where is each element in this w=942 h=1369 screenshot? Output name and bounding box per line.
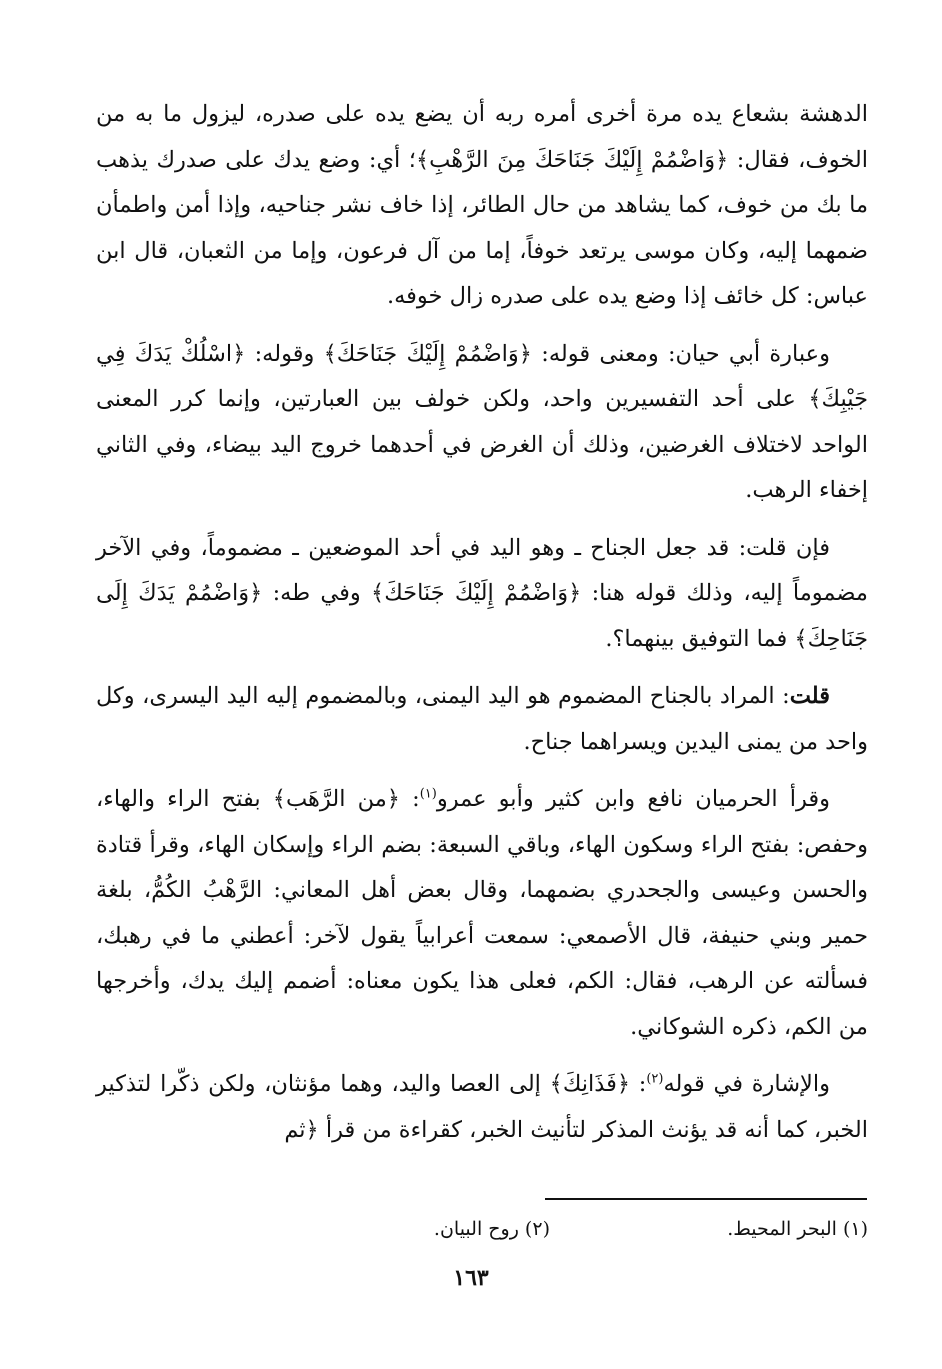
text-run: على أحد التفسيرين واحد، ولكن خولف بين العبارتين، وإنما كرر المعنى الواحد لاختلاف الغرضين، وذلك أن الغرض في أحدهما خروج اليد بيضاء، وفي الثاني إخفاء الرهب. [96,386,868,503]
paragraph [96,92,868,320]
text-run: ؛ أي: وضع يدك على صدرك يذهب ما بك من خوف، كما يشاهد من حال الطائر، إذا خاف نشر جناحيه، وإذا أمن واطمأن ضمهما إليه، وكان موسى يرتعد خوفاً، إما من آل فرعون، وإما من الثعبان، قال ابن عباس: كل خائف إذا وضع يده على صدره زال خوفه. [96,146,868,309]
quran-quote: ﴿ثم [284,1116,319,1143]
bold-label: قلت [789,683,830,709]
quran-quote: ﴿وَاضْمُمْ إِلَيْكَ جَنَاحَكَ﴾ [371,580,582,606]
footnote-2: (٢) روح البيان. [433,1218,550,1240]
footnote-divider [545,1198,867,1200]
paragraph [96,526,868,663]
quran-quote: ﴿اسْلُكْ يَدَكَ فِي جَيْبِكَ﴾ [96,340,868,412]
text-run: بفتح الراء والهاء، وحفص: بفتح الراء وسكون الهاء، وباقي السبعة: بضم الراء وإسكان الهاء، وقرأ قتادة والحسن وعيسى والجحدري بضمهما، وقال بعض أهل المعاني: الرَّهْبُ الكُمُّ، بلغة حمير وبني حنيفة، قال الأصمعي: سمعت أعرابياً يقول لآخر: أعطني ما في رهبك، فسألته عن الرهب، فقال: الكم، فعلى هذا يكون معناه: أضمم إليك يدك، وأخرجها من الكم، ذكره الشوكاني. [96,786,868,1040]
text-run: وفي طه: [262,580,372,606]
quran-quote: ﴿فَذَانِكَ﴾ [549,1071,631,1097]
text-run: وقرأ الحرميان نافع وابن كثير وأبو عمرو [436,786,831,812]
text-run: وقوله: [245,340,324,367]
text-run: : [399,786,420,812]
paragraph [96,1062,868,1153]
quran-quote: ﴿وَاضْمُمْ إِلَيْكَ جَنَاحَكَ مِنَ الرَّهْبِ﴾ [415,146,729,173]
text-run: إلى العصا واليد، وهما مؤنثان، ولكن ذكّرا لتذكير الخبر، كما أنه قد يؤنث المذكر لتأنيث الخبر، كقراءة من قرأ [96,1071,868,1143]
quran-quote: ﴿وَاضْمُمْ يَدَكَ إِلَى جَنَاحِكَ﴾ [96,580,868,652]
footnote-1: (١) البحر المحيط. [727,1218,868,1240]
text-run: والإشارة في قوله [663,1071,831,1097]
paragraph [96,674,868,765]
text-run: الدهشة بشعاع يده مرة أخرى أمره ربه أن يضع يده على صدره، ليزول ما به من الخوف، فقال: [96,101,869,173]
text-run: : [630,1071,647,1097]
footnote-ref: (٢) [646,1071,664,1087]
text-run: فإن قلت: قد جعل الجناح ـ وهو اليد في أحد الموضعين ـ مضموماً، وفي الآخر مضموماً إليه، وذلك قوله هنا: [96,534,868,606]
text-run: فما التوفيق بينهما؟. [605,625,795,652]
text-run: : المراد بالجناح المضموم هو اليد اليمنى، وبالمضموم إليه اليد اليسرى، وكل واحد من يمنى اليدين ويسراهما جناح. [96,683,868,755]
paragraph [96,777,868,1050]
quran-quote: ﴿وَاضْمُمْ إِلَيْكَ جَنَاحَكَ﴾ [323,340,532,367]
text-run: وعبارة أبي حيان: ومعنى قوله: [531,340,830,367]
quran-quote: ﴿من الرَّهَب﴾ [272,786,400,812]
paragraph [96,332,868,514]
footnote-ref: (١) [419,786,437,802]
page-body [96,92,868,1165]
page-number: ١٦٣ [453,1265,489,1291]
